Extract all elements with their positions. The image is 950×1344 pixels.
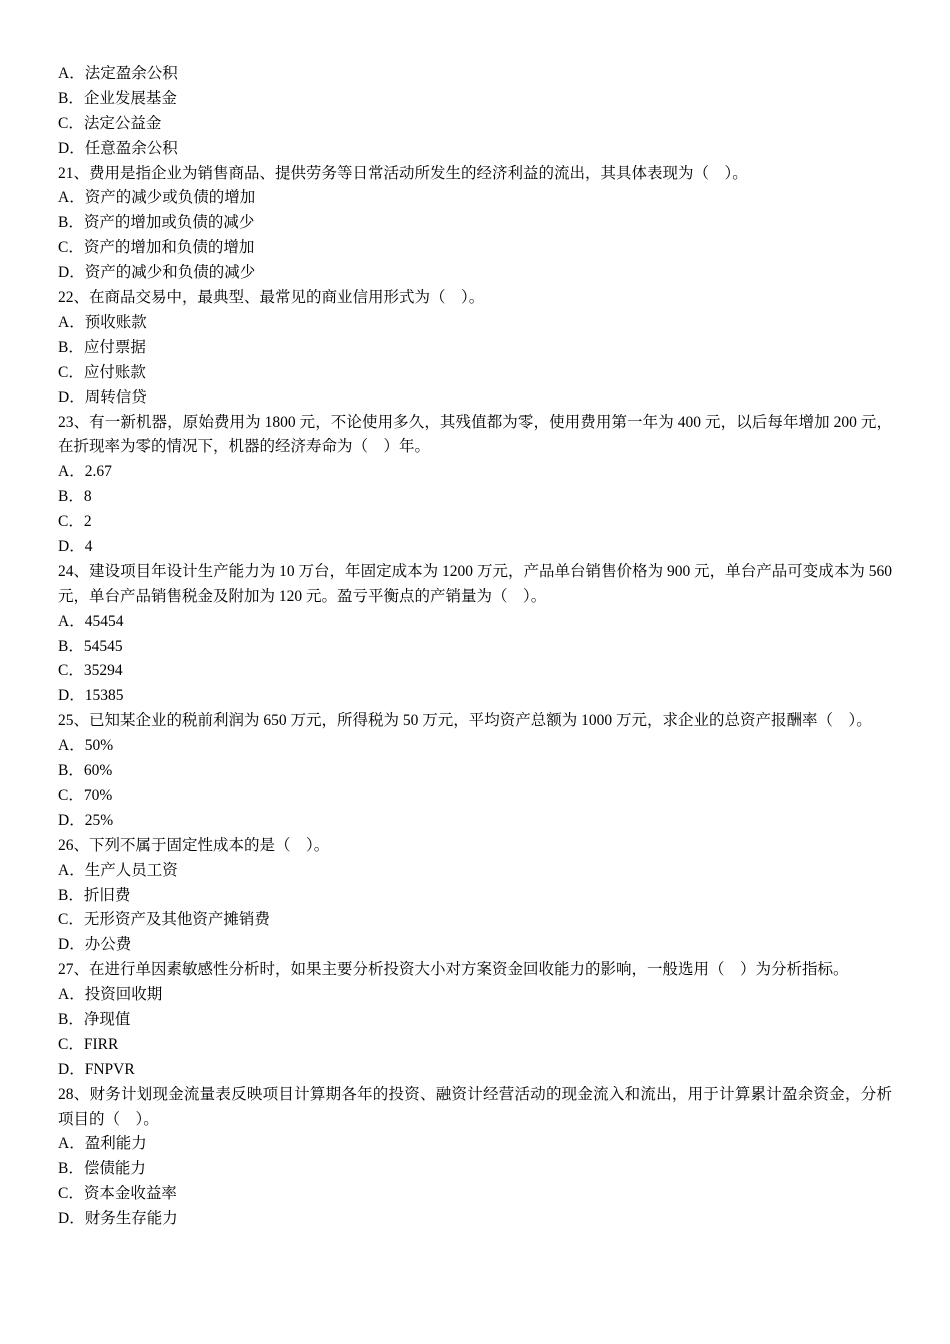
- answer-option: A．45454: [58, 612, 124, 630]
- answer-option: C．FIRR: [58, 1035, 119, 1053]
- answer-option: B．应付票据: [58, 338, 146, 356]
- answer-option: A．预收账款: [58, 313, 147, 331]
- answer-option: D．15385: [58, 687, 124, 705]
- answer-option: B．8: [58, 488, 92, 506]
- question-text: 22、在商品交易中，最典型、最常见的商业信用形式为（ ）。: [58, 289, 485, 307]
- question-text: 24、建设项目年设计生产能力为 10 万台，年固定成本为 1200 万元，产品单台销售价格为 900 元，单台产品可变成本为 560 元，单台产品销售税金及附加为 120 元。盈亏平衡点的产销量为（ ）。: [58, 562, 892, 605]
- question-text: 27、在进行单因素敏感性分析时，如果主要分析投资大小对方案资金回收能力的影响，一般选用（ ）为分析指标。: [58, 961, 849, 979]
- answer-option: D．FNPVR: [58, 1060, 135, 1078]
- answer-option: A．法定盈余公积: [58, 65, 178, 82]
- answer-option: A．投资回收期: [58, 986, 163, 1004]
- answer-option: A．生产人员工资: [58, 861, 178, 879]
- answer-option: B．资产的增加或负债的减少: [58, 214, 255, 232]
- answer-option: C．35294: [58, 662, 123, 680]
- answer-option: B．企业发展基金: [58, 89, 177, 107]
- answer-option: C．法定公益金: [58, 114, 162, 132]
- question-text: 23、有一新机器，原始费用为 1800 元，不论使用多久，其残值都为零，使用费用第一年为 400 元，以后每年增加 200 元，在折现率为零的情况下，机器的经济寿命为（ ）年。: [58, 413, 892, 456]
- answer-option: D．任意盈余公积: [58, 139, 178, 157]
- answer-option: D．财务生存能力: [58, 1210, 178, 1228]
- question-text: 26、下列不属于固定性成本的是（ ）。: [58, 836, 330, 854]
- answer-option: B．净现值: [58, 1010, 131, 1028]
- answer-option: B．60%: [58, 762, 113, 780]
- answer-option: A．2.67: [58, 463, 112, 481]
- answer-option: A．50%: [58, 737, 114, 755]
- answer-option: C．资本金收益率: [58, 1185, 177, 1203]
- answer-option: B．偿债能力: [58, 1160, 146, 1178]
- answer-option: D．办公费: [58, 936, 132, 954]
- answer-option: D．周转信贷: [58, 388, 147, 406]
- answer-option: B．54545: [58, 637, 123, 655]
- answer-option: A．盈利能力: [58, 1135, 147, 1153]
- answer-option: C．应付账款: [58, 363, 146, 381]
- answer-option: D．资产的减少和负债的减少: [58, 264, 256, 282]
- question-text: 21、费用是指企业为销售商品、提供劳务等日常活动所发生的经济利益的流出，其具体表现为（ ）。: [58, 164, 748, 182]
- answer-option: B．折旧费: [58, 886, 131, 904]
- question-text: 28、财务计划现金流量表反映项目计算期各年的投资、融资计经营活动的现金流入和流出，用于计算累计盈余资金，分析项目的（ ）。: [58, 1085, 892, 1128]
- answer-option: C．资产的增加和负债的增加: [58, 239, 255, 257]
- answer-option: C．70%: [58, 786, 113, 804]
- answer-option: D．4: [58, 537, 93, 555]
- question-text: 25、已知某企业的税前利润为 650 万元，所得税为 50 万元，平均资产总额为 1000 万元，求企业的总资产报酬率（ ）。: [58, 712, 872, 730]
- answer-option: C．2: [58, 513, 92, 531]
- answer-option: D．25%: [58, 811, 114, 829]
- answer-option: A．资产的减少或负债的增加: [58, 189, 256, 207]
- document-body: [58, 62, 892, 1232]
- answer-option: C．无形资产及其他资产摊销费: [58, 911, 270, 929]
